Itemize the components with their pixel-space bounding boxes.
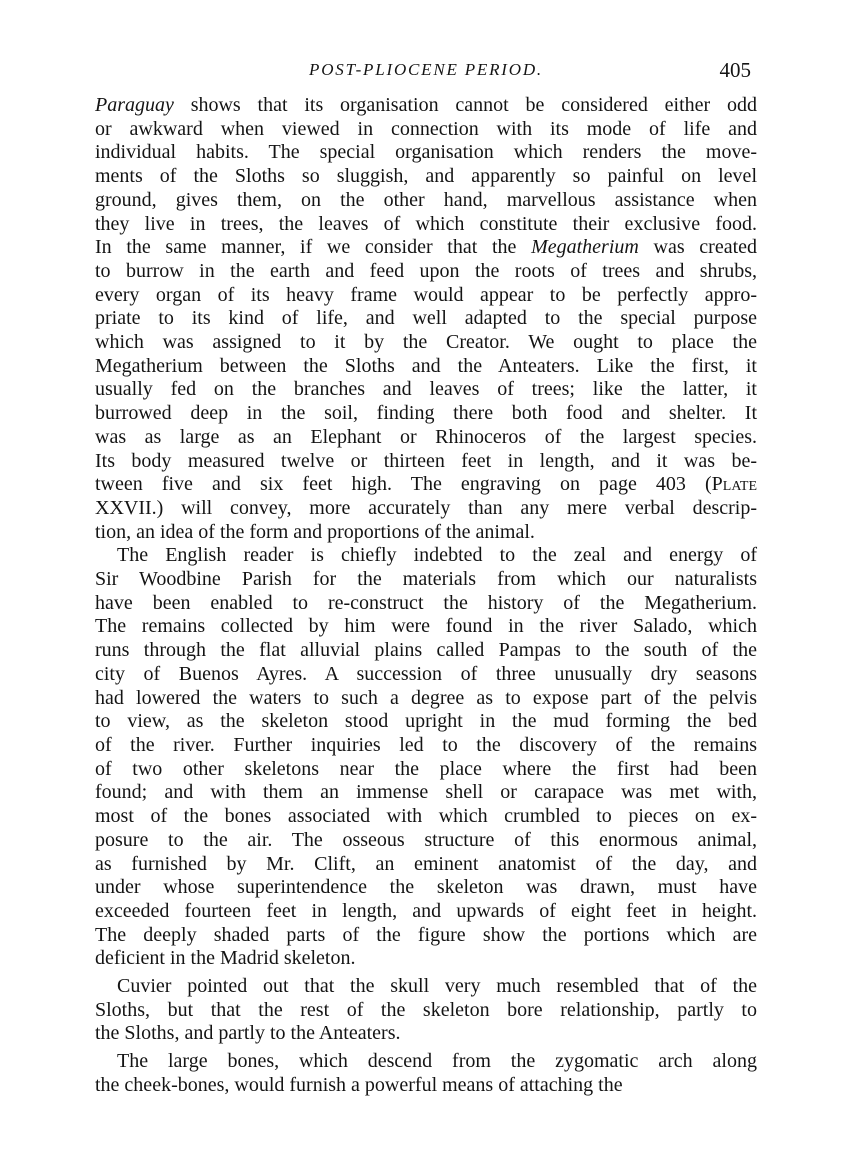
text-line — [95, 118, 757, 142]
text-run: the cheek-bones, would furnish a powerful means of attaching the — [95, 1073, 623, 1096]
text-run: Cuvier pointed out that the skull very much resembled that of the — [117, 975, 757, 998]
text-run: The large bones, which descend from the zygomatic arch along — [117, 1050, 757, 1073]
text-run: had lowered the waters to such a degree as to expose part of the pelvis — [95, 686, 757, 709]
paragraph — [95, 1050, 757, 1097]
text-line — [95, 734, 757, 758]
text-line — [95, 544, 757, 568]
text-run: tween five and six feet high. The engraving on page 403 ( — [95, 473, 712, 496]
text-run: ground, gives them, on the other hand, marvellous assistance when — [95, 188, 757, 211]
text-run: The deeply shaded parts of the figure show the portions which are — [95, 923, 757, 946]
text-line — [95, 141, 757, 165]
text-run: priate to its kind of life, and well adapted to the special purpose — [95, 307, 757, 330]
paragraph — [95, 975, 757, 1046]
text-line — [95, 307, 757, 331]
text-run: was as large as an Elephant or Rhinoceros of the largest species. — [95, 425, 757, 448]
text-line — [95, 687, 757, 711]
text-line — [95, 663, 757, 687]
text-run: of the river. Further inquiries led to the discovery of the remains — [95, 733, 757, 756]
paragraph — [95, 94, 757, 544]
text-run: they live in trees, the leaves of which constitute their exclusive food. — [95, 212, 757, 235]
text-run: In the same manner, if we consider that the — [95, 236, 532, 259]
text-line — [95, 521, 757, 545]
text-line — [95, 615, 757, 639]
text-run: have been enabled to re-construct the history of the Megatherium. — [95, 591, 757, 614]
text-line — [95, 94, 757, 118]
text-run: posure to the air. The osseous structure of this enormous animal, — [95, 828, 757, 851]
text-line — [95, 924, 757, 948]
text-line — [95, 402, 757, 426]
text-line — [95, 1050, 757, 1074]
text-line — [95, 853, 757, 877]
text-line — [95, 758, 757, 782]
text-line — [95, 805, 757, 829]
text-run: most of the bones associated with which crumbled to pieces on ex- — [95, 805, 757, 828]
running-head — [95, 60, 757, 94]
text-run: city of Buenos Ayres. A succession of three unusually dry seasons — [95, 662, 757, 685]
text-run: of two other skeletons near the place where the first had been — [95, 757, 757, 780]
text-line — [95, 260, 757, 284]
text-run: to view, as the skeleton stood upright in the mud forming the bed — [95, 710, 757, 733]
text-run: tion, an idea of the form and proportions of the animal. — [95, 520, 535, 543]
text-line — [95, 497, 757, 521]
text-line — [95, 236, 757, 260]
running-title: POST-PLIOCENE PERIOD. — [309, 60, 543, 79]
text-run: ments of the Sloths so sluggish, and apparently so painful on level — [95, 165, 757, 188]
text-line — [95, 213, 757, 237]
text-line — [95, 876, 757, 900]
text-run: Its body measured twelve or thirteen feet in length, and it was be- — [95, 449, 757, 472]
italic-text: Megatherium — [531, 236, 639, 259]
text-run: Sir Woodbine Parish for the materials from which our naturalists — [95, 568, 757, 591]
text-run: individual habits. The special organisation which renders the move- — [95, 141, 757, 164]
book-page — [95, 60, 757, 1098]
text-line — [95, 999, 757, 1023]
text-run: to burrow in the earth and feed upon the roots of trees and shrubs, — [95, 259, 757, 282]
text-run: The English reader is chiefly indebted to the zeal and energy of — [117, 544, 757, 567]
text-line — [95, 975, 757, 999]
text-run: Plate — [711, 473, 757, 496]
text-run: as furnished by Mr. Clift, an eminent anatomist of the day, and — [95, 852, 757, 875]
text-line — [95, 1022, 757, 1046]
text-line — [95, 639, 757, 663]
text-run: shows that its organisation cannot be considered either odd — [173, 94, 757, 116]
text-line — [95, 284, 757, 308]
text-run: burrowed deep in the soil, finding there both food and shelter. It — [95, 402, 757, 425]
text-run: which was assigned to it by the Creator. We ought to place the — [95, 331, 757, 354]
text-line — [95, 900, 757, 924]
text-line — [95, 568, 757, 592]
text-run: Sloths, but that the rest of the skeleton bore relationship, partly to — [95, 998, 757, 1021]
text-line — [95, 592, 757, 616]
page-number: 405 — [719, 58, 751, 82]
text-line — [95, 355, 757, 379]
text-line — [95, 1074, 757, 1098]
text-line — [95, 947, 757, 971]
body-text — [95, 94, 757, 1098]
text-run: the Sloths, and partly to the Anteaters. — [95, 1022, 401, 1045]
text-line — [95, 378, 757, 402]
text-line — [95, 829, 757, 853]
text-line — [95, 165, 757, 189]
text-line — [95, 189, 757, 213]
text-line — [95, 710, 757, 734]
text-run: The remains collected by him were found in the river Salado, which — [95, 615, 757, 638]
text-run: every organ of its heavy frame would appear to be perfectly appro- — [95, 283, 757, 306]
text-line — [95, 331, 757, 355]
text-line — [95, 426, 757, 450]
text-run: runs through the flat alluvial plains called Pampas to the south of the — [95, 639, 757, 662]
text-run: usually fed on the branches and leaves of trees; like the latter, it — [95, 378, 757, 401]
text-run: exceeded fourteen feet in length, and upwards of eight feet in height. — [95, 899, 757, 922]
text-run: found; and with them an immense shell or carapace was met with, — [95, 781, 757, 804]
text-line — [95, 450, 757, 474]
italic-text: Paraguay — [95, 94, 174, 116]
text-line — [95, 781, 757, 805]
text-run: XXVII.) will convey, more accurately than any mere verbal descrip- — [95, 496, 757, 519]
paragraph — [95, 544, 757, 971]
text-run: Megatherium between the Sloths and the Anteaters. Like the first, it — [95, 354, 757, 377]
text-run: or awkward when viewed in connection with its mode of life and — [95, 117, 757, 140]
text-run: was created — [638, 236, 758, 259]
text-run: deficient in the Madrid skeleton. — [95, 947, 356, 970]
text-run: under whose superintendence the skeleton was drawn, must have — [95, 876, 757, 899]
text-line — [95, 473, 757, 497]
